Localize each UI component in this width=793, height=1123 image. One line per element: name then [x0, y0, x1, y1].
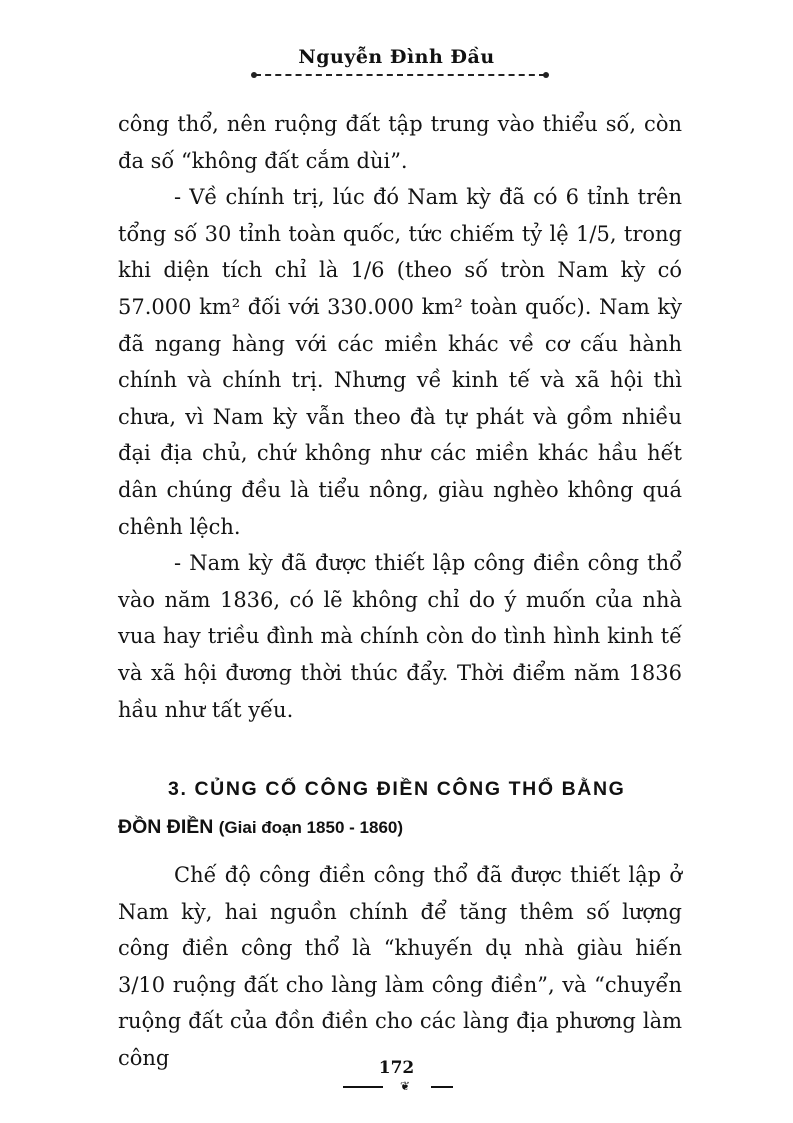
page-number: 172	[378, 1058, 415, 1078]
footer-divider	[343, 1079, 453, 1093]
section-heading	[118, 770, 684, 847]
body-text-top	[118, 106, 682, 728]
paragraph-regime: Chế độ công điền công thổ đã được thiết lập ở Nam kỳ, hai nguồn chính để tăng thêm số lượng công điền công thổ là “khuyến dụ nhà giàu hiến 3/10 ruộng đất cho làng làm công điền”, và “chuyển ruộng đất của đồn điền cho các làng địa phương làm công	[118, 863, 682, 1070]
header-divider	[255, 74, 545, 76]
footer-rule-left	[343, 1086, 383, 1088]
body-text-bottom	[118, 857, 682, 1077]
footer-rule-right	[431, 1086, 453, 1088]
running-header	[0, 46, 793, 68]
section-heading-line1: 3. CỦNG CỐ CÔNG ĐIỀN CÔNG THỔ BẰNG	[168, 778, 626, 800]
author-name: Nguyễn Đình Đầu	[298, 46, 495, 68]
paragraph-politics: - Về chính trị, lúc đó Nam kỳ đã có 6 tỉnh trên tổng số 30 tỉnh toàn quốc, tức chiếm tỷ lệ 1/5, trong khi diện tích chỉ là 1/6 (theo số tròn Nam kỳ có 57.000 km² đối với 330.000 km² toàn quốc). Nam kỳ đã ngang hàng với các miền khác về cơ cấu hành chính và chính trị. Nhưng về kinh tế và xã hội thì chưa, vì Nam kỳ vẫn theo đà tự phát và gồm nhiều đại địa chủ, chứ không như các miền khác hầu hết dân chúng đều là tiểu nông, giàu nghèo không quá chênh lệch.	[118, 185, 682, 539]
fleuron-icon: ❦	[399, 1079, 411, 1093]
section-heading-period: (Giai đoạn 1850 - 1860)	[218, 818, 404, 837]
section-heading-line2-wrap	[118, 808, 684, 847]
section-heading-line2: ĐỒN ĐIỀN	[118, 816, 214, 838]
paragraph-continuation: công thổ, nên ruộng đất tập trung vào thiểu số, còn đa số “không đất cắm dùi”.	[118, 112, 682, 173]
page-footer	[0, 1058, 793, 1078]
paragraph-1836: - Nam kỳ đã được thiết lập công điền công thổ vào năm 1836, có lẽ không chỉ do ý muốn của nhà vua hay triều đình mà chính còn do tình hình kinh tế và xã hội đương thời thúc đẩy. Thời điểm năm 1836 hầu như tất yếu.	[118, 551, 682, 722]
